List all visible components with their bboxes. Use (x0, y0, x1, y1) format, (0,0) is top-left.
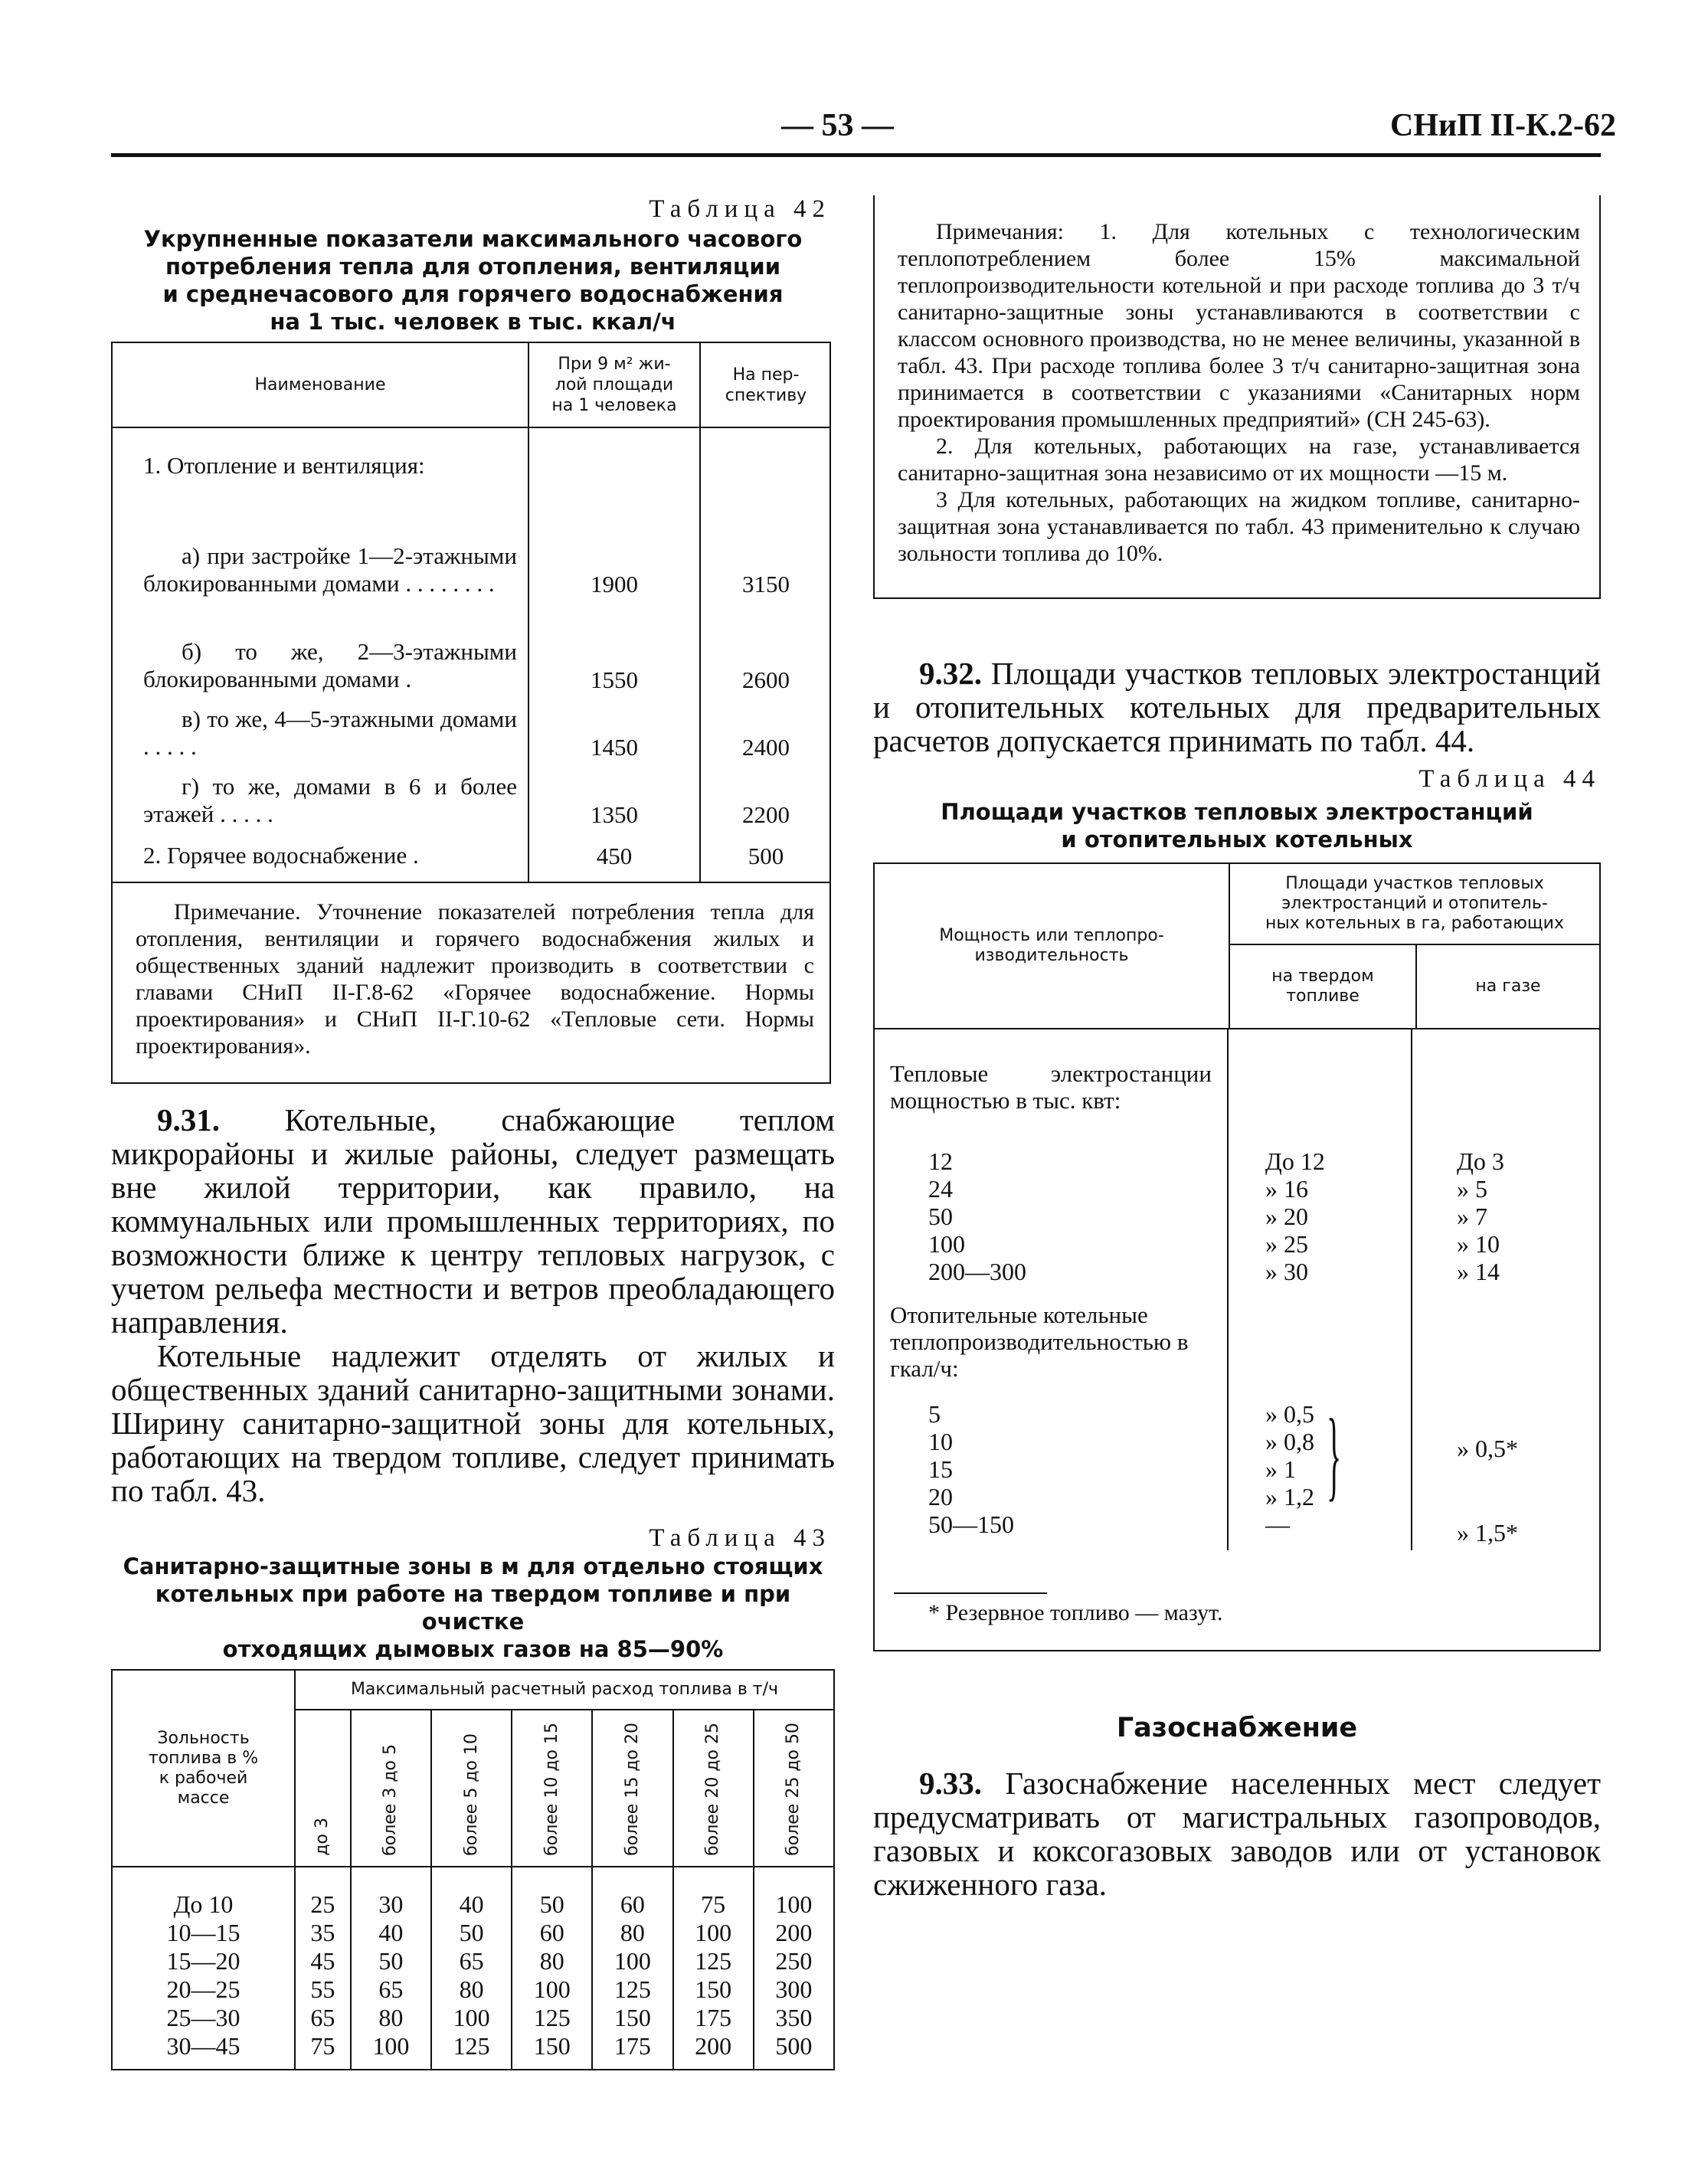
solid-cell: » 20 (1265, 1203, 1308, 1230)
table42-title: Укрупненные показатели максимального часового потребления тепла для отопления, вентиляции и среднечасового для горячего водоснабжения на 1 тыс. человек в тыс. ккал/ч (143, 226, 803, 335)
solid-cell: » 25 (1265, 1230, 1308, 1258)
table43-col: более 5 до 10 (461, 1733, 481, 1856)
zone-cell: 300 (754, 1975, 834, 2004)
table43-col: более 10 до 15 (542, 1723, 561, 1856)
zone-cell: 75 (673, 1867, 754, 1919)
zone-cell: 25 (295, 1867, 351, 1919)
table44-gas-b: » 1,5* (1457, 1519, 1518, 1546)
table43-col: более 20 до 25 (703, 1723, 723, 1856)
notes-box (873, 195, 1601, 599)
power-cell: 12 (928, 1147, 953, 1175)
table43-col: до 3 (312, 1818, 332, 1856)
solid-cell: » 16 (1265, 1175, 1308, 1203)
table42-box (111, 342, 831, 1084)
table42-col-persp: На пер- спективу (725, 365, 807, 405)
zone-cell: 60 (512, 1919, 592, 1947)
right-column (873, 195, 1601, 1901)
zone-cell: 125 (431, 2032, 512, 2070)
power-cell: 100 (928, 1230, 965, 1258)
zone-cell: 200 (754, 1919, 834, 1947)
zone-cell: 125 (512, 2004, 592, 2032)
para-9-31: 9.31. Котельные, снабжающие теплом микрорайоны и жилые районы, следует размещать вне жилой территории, как правило, на коммунальных или промышленных территориях, по возможности ближе к центру тепловых нагрузок, с учетом рельефа местности и ветров преобладающего направления. (111, 1102, 835, 1340)
zone-cell: 75 (295, 2032, 351, 2070)
doc-code: СНиП II-К.2-62 (1390, 108, 1616, 143)
table44-footnote: * Резервное топливо — мазут. (928, 1600, 1223, 1625)
table42 (113, 343, 831, 882)
table44-box (873, 862, 1601, 1651)
ash-cell: 15—20 (112, 1947, 295, 1975)
table44-g2-title: Отопительные котельные теплопроизводительностью в гкал/ч: (890, 1301, 1189, 1382)
table-row: г) то же, домами в 6 и более этажей . . . . . 1350 2200 (113, 767, 831, 834)
header-rule (111, 153, 1601, 157)
section-title: Газоснабжение (1116, 1713, 1358, 1743)
solid-cell: — (1265, 1510, 1290, 1538)
zone-cell: 500 (754, 2032, 834, 2070)
gas-cell: » 7 (1457, 1203, 1487, 1230)
zone-cell: 80 (512, 1947, 592, 1975)
table42-note: Примечание. Уточнение показателей потребления тепла для отопления, вентиляции и горячего водоснабжения жилых и общественных зданий надлежит производить в соответствии с главами СНиП II-Г.8-62 «Горячее водоснабжение. Нормы проектирования» и СНиП II-Г.10-62 «Тепловые сети. Нормы проектирования». (113, 882, 829, 1082)
table44-col-solid: на твердом топливе (1229, 944, 1416, 1029)
zone-cell: 50 (351, 1947, 431, 1975)
table44-body (875, 1029, 1599, 1625)
zone-cell: 40 (351, 1919, 431, 1947)
brace-icon: } (1327, 1397, 1342, 1511)
table-row: а) при застройке 1—2-этажными блокированными домами . . . . . . . . 1900 3150 (113, 489, 831, 604)
table-row: в) то же, 4—5-этажными домами . . . . . 1450 2400 (113, 699, 831, 767)
note-3: 3 Для котельных, работающих на жидком топливе, санитарно-защитная зона устанавливается по табл. 43 применительно к случаю зольности топлива до 10%. (898, 487, 1580, 566)
ash-cell: 25—30 (112, 2004, 295, 2032)
zone-cell: 80 (431, 1975, 512, 2004)
table-row: 1. Отопление и вентиляция: (113, 427, 831, 489)
gas-cell: » 14 (1457, 1258, 1500, 1285)
solid-cell: » 0,5 (1265, 1400, 1314, 1428)
power-cell: 50 (928, 1203, 953, 1230)
gas-cell: » 10 (1457, 1230, 1500, 1258)
para-9-32: 9.32. Площади участков тепловых электростанций и отопительных котельных для предварительных расчетов допускается принимать по табл. 44. (873, 656, 1602, 758)
page-number: — 53 — (781, 108, 894, 143)
left-column (111, 195, 835, 2070)
ash-cell: 20—25 (112, 1975, 295, 2004)
para-9-31-cont: Котельные надлежит отделять от жилых и общественных зданий санитарно-защитными зонами. Ширину санитарно-защитной зоны для котельных, работающих на твердом топливе, следует принимать по табл. 43. (111, 1338, 835, 1508)
ash-cell: До 10 (112, 1867, 295, 1919)
zone-cell: 150 (673, 1975, 754, 2004)
power-cell: 20 (928, 1483, 953, 1510)
ash-cell: 10—15 (112, 1919, 295, 1947)
table44-col-gas: на газе (1475, 977, 1541, 996)
table43-col: более 25 до 50 (784, 1723, 803, 1856)
zone-cell: 30 (351, 1867, 431, 1919)
table43-body (112, 1867, 834, 2070)
zone-cell: 250 (754, 1947, 834, 1975)
table-row (112, 2032, 834, 2070)
zone-cell: 35 (295, 1919, 351, 1947)
power-cell: 10 (928, 1428, 953, 1455)
solid-cell: » 30 (1265, 1258, 1308, 1285)
table43-col-ash: Зольность топлива в % к рабочей массе (112, 1670, 295, 1867)
zone-cell: 100 (512, 1975, 592, 2004)
zone-cell: 100 (754, 1867, 834, 1919)
table44-g1-title: Тепловые электростанции мощностью в тыс. квт: (890, 1060, 1212, 1114)
zone-cell: 40 (431, 1867, 512, 1919)
table44 (875, 864, 1599, 1029)
solid-cell: » 1,2 (1265, 1483, 1314, 1510)
power-cell: 5 (928, 1400, 941, 1428)
zone-cell: 45 (295, 1947, 351, 1975)
power-cell: 50—150 (928, 1510, 1014, 1538)
note-1: Примечания: 1. Для котельных с технологическим теплопотреблением более 15% максимальной теплопроизводительности котельной и при расходе топлива до 3 т/ч санитарно-защитные зоны устанавливаются в соответствии с классом основного производства, но не менее величины, указанной в табл. 43. При расходе топлива более 3 т/ч санитарно-защитная зона принимается в соответствии с указаниями «Санитарных норм проектирования промышленных предприятий» (СН 245-63). (898, 219, 1580, 432)
zone-cell: 100 (592, 1947, 672, 1975)
table-row (112, 1947, 834, 1975)
table42-col-name: Наименование (254, 375, 386, 394)
gas-cell: До 3 (1457, 1147, 1504, 1175)
zone-cell: 125 (592, 1975, 672, 2004)
zone-cell: 65 (431, 1947, 512, 1975)
zone-cell: 175 (592, 2032, 672, 2070)
solid-cell: » 0,8 (1265, 1428, 1314, 1455)
zone-cell: 150 (592, 2004, 672, 2032)
zone-cell: 125 (673, 1947, 754, 1975)
zone-cell: 80 (592, 1919, 672, 1947)
table-row: б) то же, 2—3-этажными блокированными домами . 1550 2600 (113, 604, 831, 699)
zone-cell: 100 (431, 2004, 512, 2032)
table-row (112, 1867, 834, 1919)
zone-cell: 100 (351, 2032, 431, 2070)
table44-caption: Таблица 44 (1418, 765, 1601, 793)
table-row: 2. Горячее водоснабжение . 450 500 (113, 834, 831, 882)
power-cell: 15 (928, 1455, 953, 1483)
table-row (112, 1975, 834, 2004)
zone-cell: 50 (431, 1919, 512, 1947)
zone-cell: 65 (351, 1975, 431, 2004)
gas-cell: » 5 (1457, 1175, 1487, 1203)
table44-col-group: Площади участков тепловых электростанций и отопитель- ных котельных в га, работающих (1229, 864, 1599, 944)
zone-cell: 200 (673, 2032, 754, 2070)
table43-caption: Таблица 43 (649, 1524, 831, 1552)
zone-cell: 55 (295, 1975, 351, 2004)
table42-caption: Таблица 42 (649, 195, 831, 223)
table-row (112, 2004, 834, 2032)
table43-col: более 3 до 5 (381, 1744, 401, 1856)
table-row (112, 1919, 834, 1947)
zone-cell: 80 (351, 2004, 431, 2032)
zone-cell: 60 (592, 1867, 672, 1919)
power-cell: 24 (928, 1175, 953, 1203)
zone-cell: 175 (673, 2004, 754, 2032)
table44-gas-a: » 0,5* (1457, 1435, 1518, 1462)
zone-cell: 65 (295, 2004, 351, 2032)
para-9-33: 9.33. Газоснабжение населенных мест следует предусматривать от магистральных газопроводов, газовых и коксогазовых заводов или от установок сжиженного газа. (873, 1766, 1601, 1902)
table43 (111, 1669, 835, 2070)
ash-cell: 30—45 (112, 2032, 295, 2070)
table43-title: Санитарно-защитные зоны в м для отдельно стоящих котельных при работе на твердом топливе и при очистке отходящих дымовых газов на 85—90% (123, 1553, 823, 1662)
table43-col-group: Максимальный расчетный расход топлива в т/ч (295, 1670, 834, 1710)
table42-col-9m: При 9 м² жи- лой площади на 1 человека (528, 343, 700, 427)
solid-cell: » 1 (1265, 1455, 1296, 1483)
zone-cell: 350 (754, 2004, 834, 2032)
zone-cell: 100 (673, 1919, 754, 1947)
power-cell: 200—300 (928, 1258, 1026, 1285)
zone-cell: 50 (512, 1867, 592, 1919)
table43-col: более 15 до 20 (622, 1723, 642, 1856)
table44-col-power: Мощность или теплопро- изводительность (875, 864, 1229, 1029)
zone-cell: 150 (512, 2032, 592, 2070)
table44-title: Площади участков тепловых электростанций и отопительных котельных (941, 799, 1533, 853)
note-2: 2. Для котельных, работающих на газе, устанавливается санитарно-защитная зона независимо от их мощности —15 м. (898, 434, 1580, 486)
footnote-rule (894, 1592, 1047, 1594)
solid-cell: До 12 (1265, 1147, 1325, 1175)
